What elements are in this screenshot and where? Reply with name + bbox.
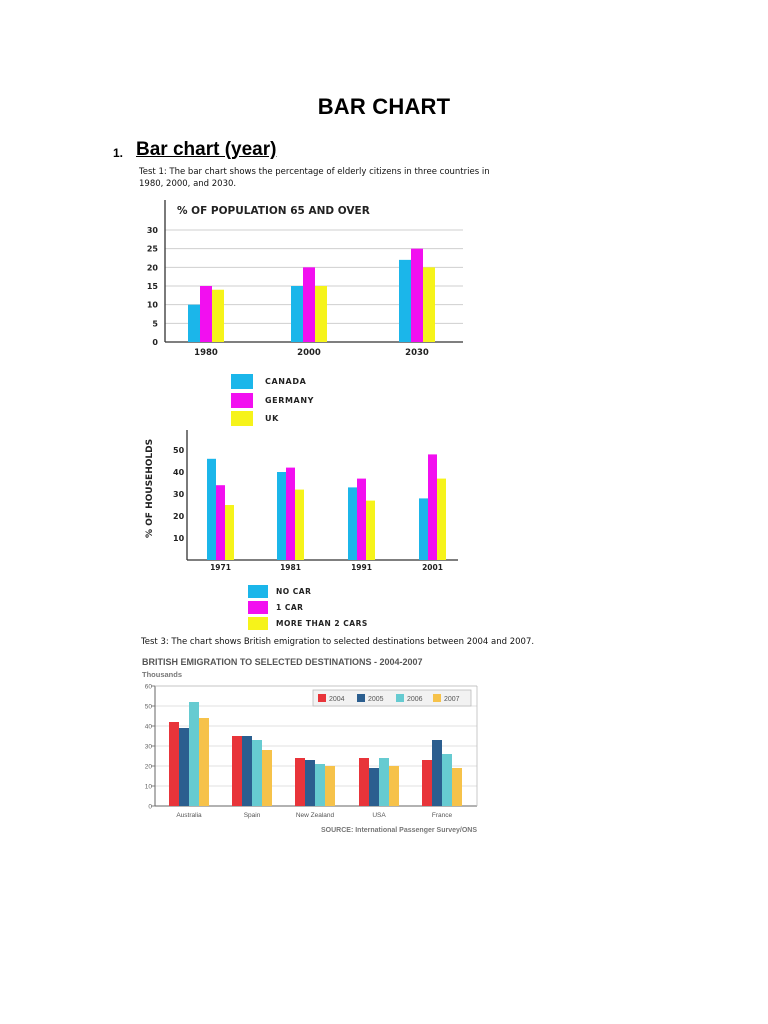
legend-swatch: [357, 694, 365, 702]
y-tick-label: 25: [146, 244, 158, 254]
legend-label: 1 CAR: [276, 603, 304, 612]
chart-subtitle: Thousands: [142, 670, 183, 679]
y-tick-label: 0: [148, 803, 152, 811]
chart-source: SOURCE: International Passenger Survey/ONS: [321, 827, 477, 834]
legend-swatch: [433, 694, 441, 702]
x-tick-label: USA: [372, 812, 386, 819]
bar-2006-usa: [379, 758, 389, 806]
x-tick-label: 2001: [422, 563, 443, 572]
bar-2004-spain: [232, 736, 242, 806]
chart-title: BRITISH EMIGRATION TO SELECTED DESTINATIONS - 2004-2007: [142, 657, 423, 667]
legend-label: 2006: [407, 696, 423, 703]
bar-2007-spain: [262, 750, 272, 806]
y-tick-label: 15: [146, 282, 158, 291]
bar-2004-usa: [359, 758, 369, 806]
y-tick-label: 40: [173, 468, 185, 477]
y-tick-label: 40: [144, 723, 152, 731]
bar-2005-usa: [369, 768, 379, 806]
legend-swatch: [318, 694, 326, 702]
y-tick-label: 20: [146, 263, 158, 273]
x-tick-label: 2030: [405, 348, 429, 358]
section-number: 1.: [113, 146, 124, 160]
x-tick-label: France: [431, 812, 453, 819]
bar-2006-france: [442, 754, 452, 806]
bar-2006-spain: [252, 740, 262, 806]
legend-label: 2005: [368, 696, 384, 703]
bar-2004-france: [422, 760, 432, 806]
y-tick-label: 10: [144, 783, 152, 791]
legend-label: MORE THAN 2 CARS: [276, 619, 368, 628]
y-tick-label: 50: [144, 703, 152, 711]
y-tick-label: 30: [144, 743, 152, 751]
y-tick-label: 60: [144, 683, 152, 691]
legend-label: CANADA: [265, 377, 307, 386]
y-tick-label: 10: [146, 300, 158, 310]
page-title: BAR CHART: [317, 94, 451, 119]
y-tick-label: 30: [146, 226, 158, 235]
y-axis-label: % OF HOUSEHOLDS: [145, 438, 155, 538]
y-tick-label: 20: [144, 763, 152, 771]
y-tick-label: 0: [152, 338, 158, 347]
bar-2006-new-zealand: [315, 764, 325, 806]
x-tick-label: Australia: [176, 812, 202, 819]
bar-2005-australia: [179, 728, 189, 806]
legend-swatch: [396, 694, 404, 702]
bar-2007-france: [452, 768, 462, 806]
x-tick-label: 1971: [210, 563, 231, 572]
section-title: Bar chart (year): [136, 139, 277, 160]
y-tick-label: 20: [173, 512, 185, 521]
y-tick-label: 10: [173, 534, 185, 543]
x-tick-label: Spain: [243, 812, 261, 819]
test1-description: Test 1: The bar chart shows the percentage of elderly citizens in three countries in 1980, 2000, and 2030.: [139, 167, 490, 189]
legend-label: NO CAR: [276, 587, 312, 596]
bar-2007-usa: [389, 766, 399, 806]
test3-description: Test 3: The chart shows British emigration to selected destinations between 2004 and 2007.: [141, 637, 535, 647]
x-tick-label: 1980: [194, 348, 218, 358]
bar-2007-new-zealand: [325, 766, 335, 806]
y-tick-label: 50: [173, 446, 185, 455]
bar-2005-spain: [242, 736, 252, 806]
legend-label: UK: [265, 414, 279, 423]
y-tick-label: 5: [152, 319, 158, 329]
bar-2006-australia: [189, 702, 199, 806]
bar-2005-new-zealand: [305, 760, 315, 806]
legend-label: 2007: [444, 696, 460, 703]
x-tick-label: 1991: [351, 563, 372, 572]
legend-label: GERMANY: [265, 396, 315, 405]
x-tick-label: New Zealand: [295, 812, 335, 819]
chart-title: % OF POPULATION 65 AND OVER: [177, 205, 370, 217]
bar-2004-australia: [169, 722, 179, 806]
y-tick-label: 30: [173, 490, 185, 499]
x-tick-label: 2000: [297, 348, 321, 358]
bar-2005-france: [432, 740, 442, 806]
legend-label: 2004: [329, 696, 345, 703]
x-tick-label: 1981: [280, 563, 301, 572]
bar-2007-australia: [199, 718, 209, 806]
bar-2004-new-zealand: [295, 758, 305, 806]
